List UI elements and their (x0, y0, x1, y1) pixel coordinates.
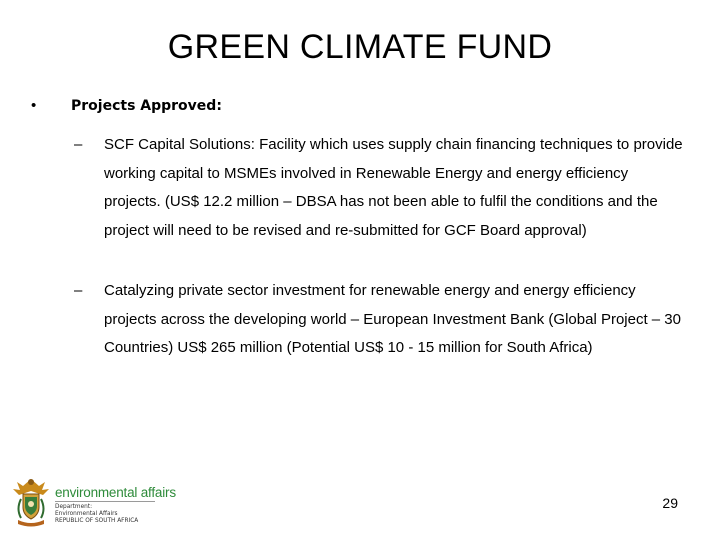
sub-item-text: Catalyzing private sector investment for renewable energy and energy efficiency projects across the developing world – European Investment Bank (Global Project – 30 Countries) US$ 265 million (Potential US$ 10 - 15 million for South Africa) (104, 282, 681, 356)
bullet-heading: Projects Approved: (71, 98, 222, 114)
sub-item-marker: – (74, 136, 83, 153)
logo-department-name: Environmental Affairs (55, 511, 118, 517)
slide-title: GREEN CLIMATE FUND (167, 28, 553, 66)
bullet-marker: • (31, 97, 37, 114)
logo-name: environmental affairs (55, 485, 176, 500)
sub-item-text: SCF Capital Solutions: Facility which uses supply chain financing techniques to provide working capital to MSMEs involved in Renewable Energy and energy efficiency projects. (US$ 12.2 million – DBSA has not been able to fulfil the conditions and the project will need to be revised and re-submitted for GCF Board approval) (104, 136, 683, 239)
department-logo (10, 476, 176, 528)
sub-item-marker: – (74, 282, 83, 299)
logo-department-label: Department: (55, 504, 93, 510)
page-number: 29 (662, 495, 678, 511)
coat-of-arms-icon (10, 476, 52, 528)
logo-divider (55, 501, 155, 502)
logo-country: REPUBLIC OF SOUTH AFRICA (55, 518, 139, 524)
